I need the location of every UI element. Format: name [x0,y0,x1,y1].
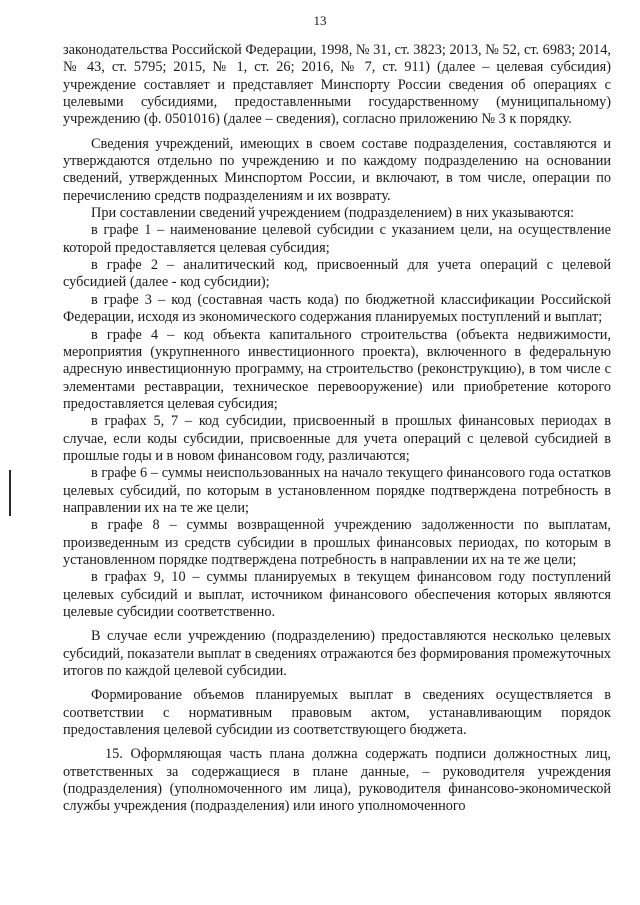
paragraph-column-2: в графе 2 – аналитический код, присвоенный для учета операций с целевой субсидией (далее - код субсидии); [63,257,611,291]
paragraph-columns-5-7: в графах 5, 7 – код субсидии, присвоенный в прошлых финансовых периодах в случае, если коды субсидии, присвоенные для учета операций с целевой субсидией в прошлые годы и в новом финансовом году, различаются; [63,413,611,464]
paragraph-continuation: законодательства Российской Федерации, 1998, № 31, ст. 3823; 2013, № 52, ст. 6983; 2014, № 43, ст. 5795; 2015, № 1, ст. 26; 2016, № 7, ст. 911) (далее – целевая субсидия) учреждение составляет и представляет Минспорту России сведения об операциях с целевыми субсидиями, предоставленными государственному (муниципальному) учреждению (ф. 0501016) (далее – сведения), согласно приложению № 3 к порядку. [63,42,611,128]
body-text [63,42,611,816]
page-number: 13 [313,13,327,28]
paragraph-column-1: в графе 1 – наименование целевой субсидии с указанием цели, на осуществление которой предоставляется целевая субсидия; [63,222,611,256]
margin-mark [9,470,11,516]
paragraph-column-4: в графе 4 – код объекта капитального строительства (объекта недвижимости, мероприятия (укрупненного инвестиционного проекта), включенного в федеральную адресную инвестиционную программу, на строительство (реконструкцию), в том числе с элементами реставрации, техническое перевооружение) или приобретение которого предоставляется целевая субсидия; [63,326,611,412]
paragraph-column-3: в графе 3 – код (составная часть кода) по бюджетной классификации Российской Федерации, исходя из экономического содержания планируемых поступлений и выплат; [63,291,611,326]
paragraph-column-8: в графе 8 – суммы возвращенной учреждению задолженности по выплатам, произведенным из средств субсидии в прошлых финансовых периодах, по которым в установленном порядке подтверждена потребность в направлении их на те же цели; [63,517,611,568]
paragraph-column-6: в графе 6 – суммы неиспользованных на начало текущего финансового года остатков целевых субсидий, по которым в установленном порядке подтверждена потребность в направлении их на те же цели; [63,465,611,516]
paragraph-intro-columns: При составлении сведений учреждением (подразделением) в них указываются: [91,205,575,222]
paragraph-planned-payments: Формирование объемов планируемых выплат в сведениях осуществляется в соответствии с нормативным правовым актом, устанавливающим порядок предоставления целевой субсидии из соответствующего бюджета. [63,687,611,739]
paragraph-multiple-subsidies: В случае если учреждению (подразделению) предоставляются несколько целевых субсидий, показатели выплат в сведениях отражаются без формирования промежуточных итогов по каждой целевой субсидии. [63,628,611,680]
paragraph-item-15: 15. Оформляющая часть плана должна содержать подписи должностных лиц, ответственных за содержащиеся в плане данные, – руководителя учреждения (подразделения) (уполномоченного им лица), руководителя финансово-экономической службы учреждения (подразделения) или иного уполномоченного [63,746,611,815]
paragraph-subdivisions: Сведения учреждений, имеющих в своем составе подразделения, составляются и утверждаются отдельно по учреждению и по каждому подразделению на основании сведений, утвержденных Минспортом России, и включают, в том числе, операции по перечислению средств подразделениям и их возврату. [63,135,611,204]
paragraph-columns-9-10: в графах 9, 10 – суммы планируемых в текущем финансовом году поступлений целевых субсидий и выплат, источником финансового обеспечения которых являются целевые субсидии соответственно. [63,569,611,620]
